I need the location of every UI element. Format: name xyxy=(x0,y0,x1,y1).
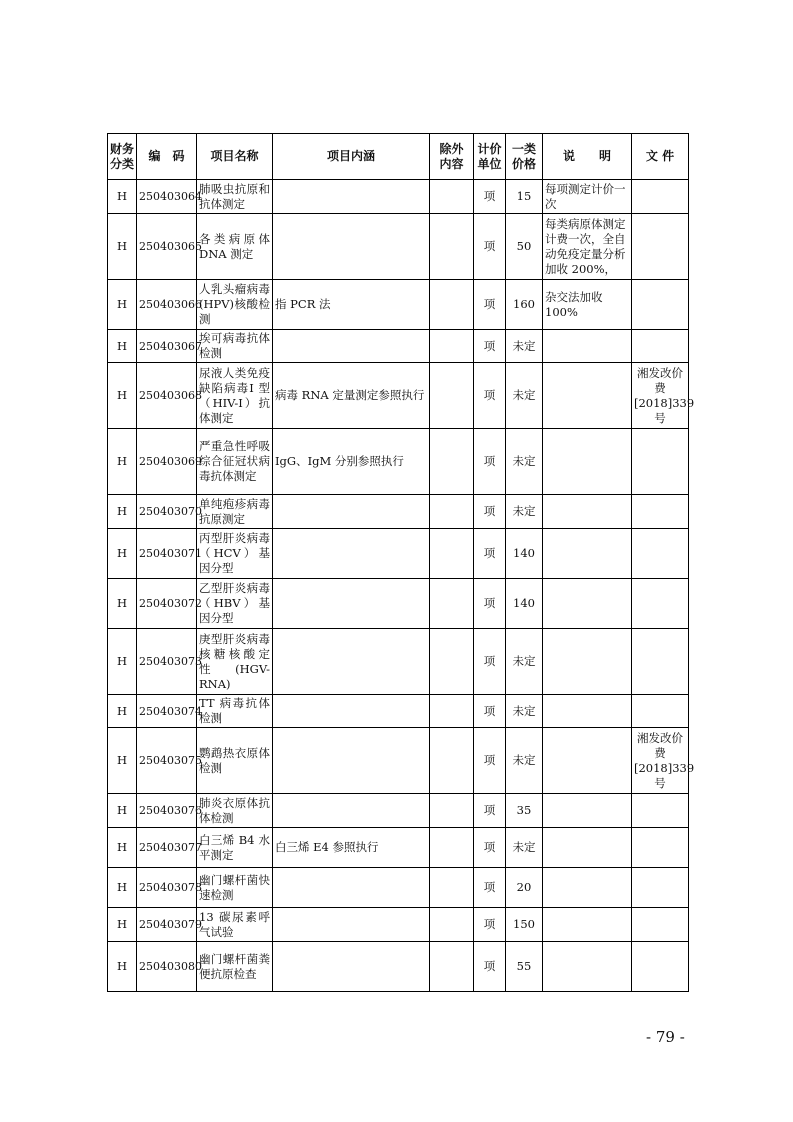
note-cell xyxy=(543,695,632,728)
content-cell xyxy=(273,695,430,728)
table-row xyxy=(108,429,689,495)
file-cell: 湘发改价费[2018]339 号 xyxy=(632,363,689,429)
table-row xyxy=(108,214,689,280)
category-cell: H xyxy=(108,794,137,828)
price-table xyxy=(107,133,695,992)
content-cell xyxy=(273,629,430,695)
category-cell: H xyxy=(108,529,137,579)
unit-cell: 项 xyxy=(474,180,506,214)
unit-cell: 项 xyxy=(474,429,506,495)
content-cell: 病毒 RNA 定量测定参照执行 xyxy=(273,363,430,429)
category-cell: H xyxy=(108,728,137,794)
note-cell xyxy=(543,330,632,363)
header-price: 一类 价格 xyxy=(506,134,543,180)
unit-cell: 项 xyxy=(474,942,506,992)
code-cell: 250403078 xyxy=(137,868,197,908)
header-unit: 计价 单位 xyxy=(474,134,506,180)
category-cell: H xyxy=(108,868,137,908)
exclusion-cell xyxy=(430,579,474,629)
name-cell: 人乳头瘤病毒(HPV)核酸检测 xyxy=(197,280,273,330)
header-note: 说 明 xyxy=(543,134,632,180)
note-cell xyxy=(543,579,632,629)
price-cell: 未定 xyxy=(506,330,543,363)
table-row xyxy=(108,828,689,868)
file-cell xyxy=(632,280,689,330)
note-cell xyxy=(543,429,632,495)
file-cell xyxy=(632,330,689,363)
unit-cell: 项 xyxy=(474,495,506,529)
note-cell: 每项测定计价一次 xyxy=(543,180,632,214)
price-cell: 未定 xyxy=(506,828,543,868)
code-cell: 250403068 xyxy=(137,363,197,429)
code-cell: 250403069 xyxy=(137,429,197,495)
table-body xyxy=(108,180,695,992)
code-cell: 250403072 xyxy=(137,579,197,629)
category-cell: H xyxy=(108,280,137,330)
category-cell: H xyxy=(108,495,137,529)
file-cell xyxy=(632,794,689,828)
category-cell: H xyxy=(108,695,137,728)
code-cell: 250403073 xyxy=(137,629,197,695)
file-cell xyxy=(632,942,689,992)
note-cell xyxy=(543,828,632,868)
exclusion-cell xyxy=(430,828,474,868)
unit-cell: 项 xyxy=(474,728,506,794)
unit-cell: 项 xyxy=(474,280,506,330)
price-cell: 150 xyxy=(506,908,543,942)
table-row xyxy=(108,695,689,728)
exclusion-cell xyxy=(430,942,474,992)
price-cell: 未定 xyxy=(506,429,543,495)
table-row xyxy=(108,180,689,214)
price-cell: 140 xyxy=(506,529,543,579)
file-cell xyxy=(632,529,689,579)
code-cell: 250403066 xyxy=(137,280,197,330)
header-category: 财务 分类 xyxy=(108,134,137,180)
content-cell: 指 PCR 法 xyxy=(273,280,430,330)
file-cell: 湘发改价费[2018]339 号 xyxy=(632,728,689,794)
unit-cell: 项 xyxy=(474,214,506,280)
header-code: 编 码 xyxy=(137,134,197,180)
name-cell: 鹦鹉热衣原体检测 xyxy=(197,728,273,794)
file-cell xyxy=(632,868,689,908)
file-cell xyxy=(632,629,689,695)
content-cell xyxy=(273,330,430,363)
note-cell xyxy=(543,363,632,429)
table-row xyxy=(108,495,689,529)
file-cell xyxy=(632,579,689,629)
code-cell: 250403077 xyxy=(137,828,197,868)
unit-cell: 项 xyxy=(474,908,506,942)
price-cell: 160 xyxy=(506,280,543,330)
exclusion-cell xyxy=(430,363,474,429)
exclusion-cell xyxy=(430,868,474,908)
content-cell xyxy=(273,579,430,629)
table-row xyxy=(108,280,689,330)
price-cell: 20 xyxy=(506,868,543,908)
exclusion-cell xyxy=(430,180,474,214)
exclusion-cell xyxy=(430,908,474,942)
table-row xyxy=(108,908,689,942)
exclusion-cell xyxy=(430,695,474,728)
price-cell: 未定 xyxy=(506,695,543,728)
unit-cell: 项 xyxy=(474,868,506,908)
category-cell: H xyxy=(108,942,137,992)
exclusion-cell xyxy=(430,280,474,330)
note-cell xyxy=(543,728,632,794)
code-cell: 250403079 xyxy=(137,908,197,942)
name-cell: 乙型肝炎病毒（HBV）基因分型 xyxy=(197,579,273,629)
content-cell xyxy=(273,180,430,214)
table-row xyxy=(108,868,689,908)
code-cell: 250403067 xyxy=(137,330,197,363)
code-cell: 250403071 xyxy=(137,529,197,579)
note-cell xyxy=(543,495,632,529)
content-cell xyxy=(273,728,430,794)
name-cell: 幽门螺杆菌粪便抗原检查 xyxy=(197,942,273,992)
name-cell: 埃可病毒抗体检测 xyxy=(197,330,273,363)
name-cell: 13 碳尿素呼气试验 xyxy=(197,908,273,942)
content-cell xyxy=(273,908,430,942)
price-cell: 未定 xyxy=(506,728,543,794)
note-cell xyxy=(543,794,632,828)
price-cell: 未定 xyxy=(506,495,543,529)
content-cell xyxy=(273,868,430,908)
name-cell: TT 病毒抗体检测 xyxy=(197,695,273,728)
note-cell: 杂交法加收 100% xyxy=(543,280,632,330)
header-row xyxy=(108,134,689,180)
price-cell: 35 xyxy=(506,794,543,828)
exclusion-cell xyxy=(430,214,474,280)
note-cell xyxy=(543,868,632,908)
price-cell: 未定 xyxy=(506,363,543,429)
header-content: 项目内涵 xyxy=(273,134,430,180)
table-row xyxy=(108,363,689,429)
unit-cell: 项 xyxy=(474,794,506,828)
code-cell: 250403075 xyxy=(137,728,197,794)
file-cell xyxy=(632,908,689,942)
page-number: - 79 - xyxy=(646,1028,685,1046)
price-cell: 140 xyxy=(506,579,543,629)
file-cell xyxy=(632,495,689,529)
name-cell: 庚型肝炎病毒核糖核酸定 性(HGV-RNA) xyxy=(197,629,273,695)
code-cell: 250403074 xyxy=(137,695,197,728)
name-cell: 尿液人类免疫缺陷病毒I 型（HIV-I）抗体测定 xyxy=(197,363,273,429)
content-cell xyxy=(273,214,430,280)
content-cell xyxy=(273,942,430,992)
table-row xyxy=(108,728,689,794)
name-cell: 丙型肝炎病毒（HCV）基因分型 xyxy=(197,529,273,579)
code-cell: 250403080 xyxy=(137,942,197,992)
table-row xyxy=(108,529,689,579)
table-row xyxy=(108,579,689,629)
code-cell: 250403064 xyxy=(137,180,197,214)
name-cell: 各类病原体DNA 测定 xyxy=(197,214,273,280)
exclusion-cell xyxy=(430,728,474,794)
price-cell: 50 xyxy=(506,214,543,280)
code-cell: 250403076 xyxy=(137,794,197,828)
category-cell: H xyxy=(108,629,137,695)
unit-cell: 项 xyxy=(474,828,506,868)
file-cell xyxy=(632,429,689,495)
name-cell: 肺吸虫抗原和抗体测定 xyxy=(197,180,273,214)
note-cell xyxy=(543,942,632,992)
content-cell xyxy=(273,495,430,529)
category-cell: H xyxy=(108,908,137,942)
exclusion-cell xyxy=(430,429,474,495)
header-file: 文 件 xyxy=(632,134,689,180)
content-cell xyxy=(273,529,430,579)
unit-cell: 项 xyxy=(474,579,506,629)
name-cell: 幽门螺杆菌快速检测 xyxy=(197,868,273,908)
content-cell: IgG、IgM 分别参照执行 xyxy=(273,429,430,495)
category-cell: H xyxy=(108,429,137,495)
header-exclusion: 除外 内容 xyxy=(430,134,474,180)
category-cell: H xyxy=(108,363,137,429)
exclusion-cell xyxy=(430,529,474,579)
code-cell: 250403065 xyxy=(137,214,197,280)
category-cell: H xyxy=(108,180,137,214)
price-cell: 未定 xyxy=(506,629,543,695)
category-cell: H xyxy=(108,828,137,868)
category-cell: H xyxy=(108,579,137,629)
unit-cell: 项 xyxy=(474,363,506,429)
file-cell xyxy=(632,180,689,214)
category-cell: H xyxy=(108,214,137,280)
price-cell: 55 xyxy=(506,942,543,992)
table-row xyxy=(108,794,689,828)
unit-cell: 项 xyxy=(474,629,506,695)
file-cell xyxy=(632,214,689,280)
header-name: 项目名称 xyxy=(197,134,273,180)
unit-cell: 项 xyxy=(474,330,506,363)
note-cell xyxy=(543,529,632,579)
name-cell: 严重急性呼吸综合征冠状病毒抗体测定 xyxy=(197,429,273,495)
table-row xyxy=(108,942,689,992)
content-cell xyxy=(273,794,430,828)
exclusion-cell xyxy=(430,629,474,695)
category-cell: H xyxy=(108,330,137,363)
content-cell: 白三烯 E4 参照执行 xyxy=(273,828,430,868)
name-cell: 单纯疱疹病毒抗原测定 xyxy=(197,495,273,529)
name-cell: 白三烯 B4 水平测定 xyxy=(197,828,273,868)
unit-cell: 项 xyxy=(474,695,506,728)
note-cell xyxy=(543,629,632,695)
table-row xyxy=(108,330,689,363)
note-cell xyxy=(543,908,632,942)
file-cell xyxy=(632,828,689,868)
code-cell: 250403070 xyxy=(137,495,197,529)
file-cell xyxy=(632,695,689,728)
table-row xyxy=(108,629,689,695)
exclusion-cell xyxy=(430,495,474,529)
price-cell: 15 xyxy=(506,180,543,214)
note-cell: 每类病原体测定计费一次，全自动免疫定量分析加收 200%， xyxy=(543,214,632,280)
name-cell: 肺炎衣原体抗体检测 xyxy=(197,794,273,828)
unit-cell: 项 xyxy=(474,529,506,579)
exclusion-cell xyxy=(430,794,474,828)
exclusion-cell xyxy=(430,330,474,363)
